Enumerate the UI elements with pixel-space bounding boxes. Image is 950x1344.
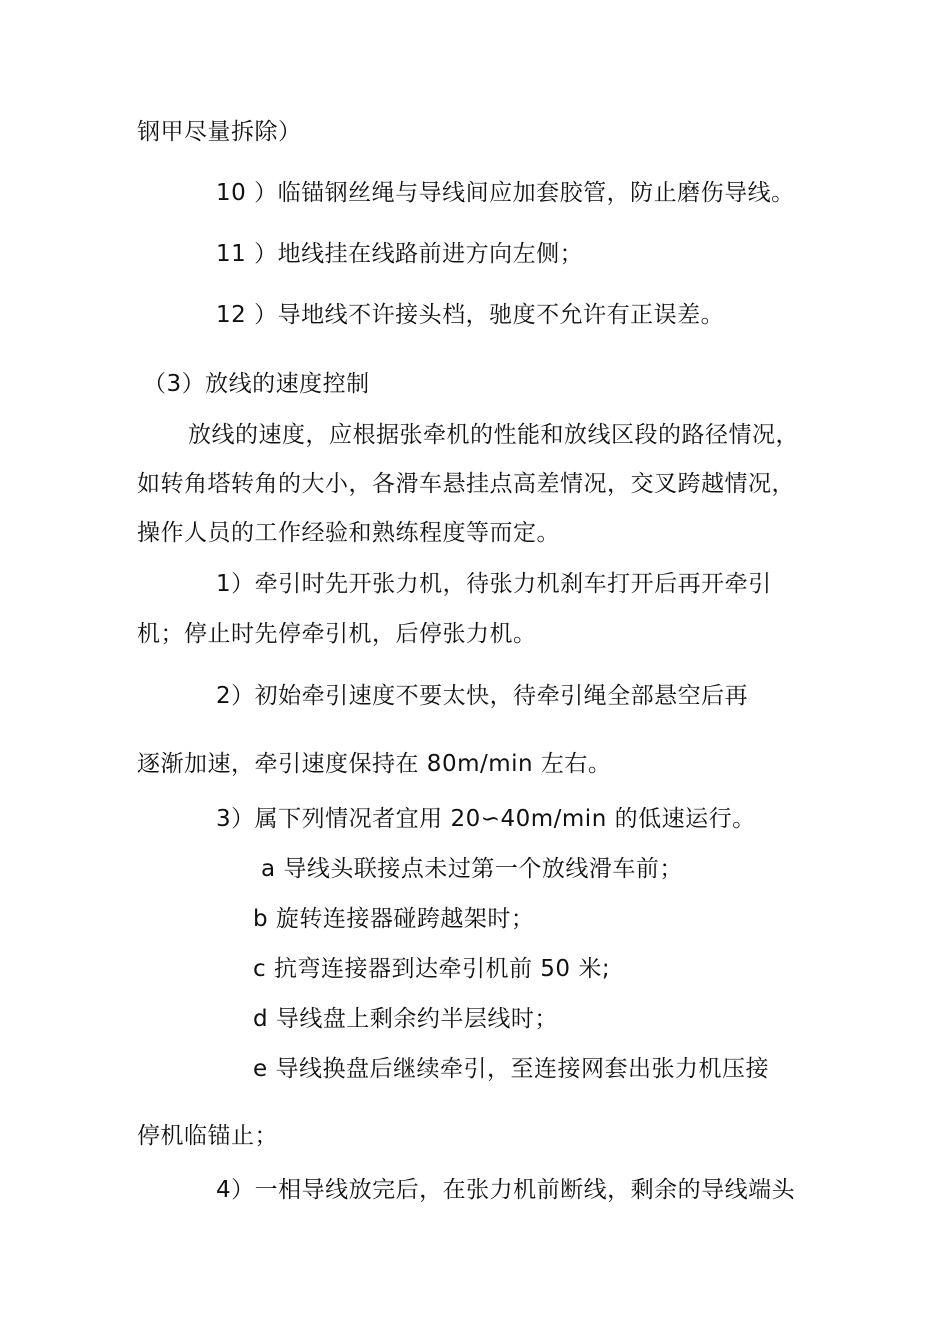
text-line-item-12: 12 ）导地线不许接头档，驰度不允许有正误差。 [216, 302, 725, 328]
paragraph-line-1: 放线的速度，应根据张牵机的性能和放线区段的路径情况， [188, 422, 799, 448]
text-line-continuation: 钢甲尽量拆除） [137, 119, 302, 145]
text-line-item-10: 10 ）临锚钢丝绳与导线间应加套胶管，防止磨伤导线。 [216, 180, 795, 206]
text-line-case-e-cont: 停机临锚止； [137, 1123, 278, 1149]
text-line-step-2-cont: 逐渐加速，牵引速度保持在 80m/min 左右。 [137, 751, 612, 777]
section-heading-speed-control: （3）放线的速度控制 [143, 371, 370, 397]
text-line-case-e: e 导线换盘后继续牵引，至连接网套出张力机压接 [253, 1056, 769, 1082]
paragraph-line-2: 如转角塔转角的大小，各滑车悬挂点高差情况，交叉跨越情况， [137, 471, 795, 497]
text-line-step-2: 2）初始牵引速度不要太快，待牵引绳全部悬空后再 [216, 683, 749, 709]
text-line-step-1: 1）牵引时先开张力机，待张力机刹车打开后再开牵引 [216, 571, 772, 597]
text-line-case-b: b 旋转连接器碰跨越架时； [253, 906, 535, 932]
text-line-case-d: d 导线盘上剩余约半层线时； [253, 1006, 558, 1032]
text-line-item-11: 11 ）地线挂在线路前进方向左侧； [216, 241, 584, 267]
text-line-step-1-cont: 机；停止时先停牵引机，后停张力机。 [137, 621, 537, 647]
text-line-case-c: c 抗弯连接器到达牵引机前 50 米; [253, 956, 611, 982]
text-line-step-4: 4）一相导线放完后，在张力机前断线，剩余的导线端头 [216, 1177, 796, 1203]
paragraph-line-3: 操作人员的工作经验和熟练程度等而定。 [137, 520, 560, 546]
text-line-case-a: a 导线头联接点未过第一个放线滑车前； [261, 856, 683, 882]
text-line-step-3: 3）属下列情况者宜用 20∽40m/min 的低速运行。 [216, 806, 756, 832]
